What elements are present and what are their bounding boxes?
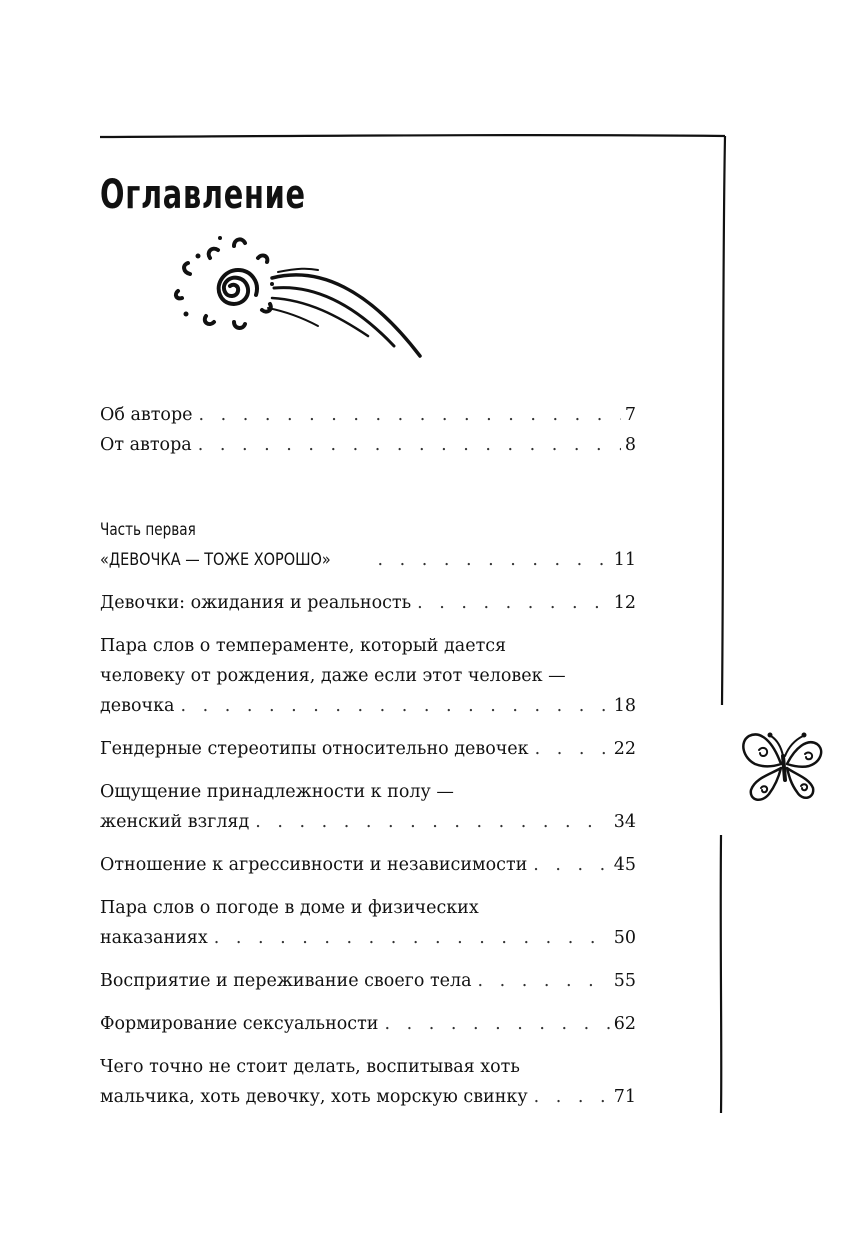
toc-page-number: 55 <box>613 971 636 991</box>
toc-entry-label: От автора <box>100 435 192 455</box>
toc-page-number: 45 <box>613 855 636 875</box>
toc-entry[interactable] <box>100 1009 636 1039</box>
toc-entry[interactable] <box>100 966 636 996</box>
toc-entry-label: Девочки: ожидания и реальность <box>100 593 412 613</box>
toc-page-number: 11 <box>613 550 636 570</box>
dot-leader <box>384 1009 609 1039</box>
toc-entry-label: Чего точно не стоит делать, воспитывая хоть <box>100 1057 520 1077</box>
toc-entry-label: человеку от рождения, даже если этот человек — <box>100 666 566 686</box>
toc-entry-label: Пара слов о погоде в доме и физических <box>100 898 479 918</box>
toc-entry-label: Формирование сексуальности <box>100 1014 379 1034</box>
toc-entry[interactable] <box>100 893 636 953</box>
dot-leader <box>255 807 609 837</box>
toc-page-number: 18 <box>613 696 636 716</box>
page-title: Оглавление <box>100 172 306 218</box>
toc-page-number: 12 <box>613 593 636 613</box>
toc-entry-label: девочка <box>100 696 175 716</box>
part-title: «ДЕВОЧКА — ТОЖЕ ХОРОШО» <box>100 550 331 570</box>
dot-leader <box>417 588 610 618</box>
toc-entry-label: Гендерные стереотипы относительно девочек <box>100 739 529 759</box>
toc-entry-label: женский взгляд <box>100 812 250 832</box>
toc-page-number: 71 <box>613 1087 636 1107</box>
toc-entry-label: наказаниях <box>100 928 208 948</box>
toc-entry-about-author[interactable] <box>100 400 636 430</box>
dot-leader <box>180 691 609 721</box>
toc-entry-label: мальчика, хоть девочку, хоть морскую свинку <box>100 1087 528 1107</box>
toc-entry[interactable] <box>100 850 636 880</box>
dot-leader <box>533 850 609 880</box>
butterfly-doodle-icon <box>733 722 833 812</box>
toc-entry[interactable] <box>100 777 636 837</box>
toc-entry-label: Ощущение принадлежности к полу — <box>100 782 454 802</box>
part-label-line <box>100 515 636 545</box>
toc-page-number: 50 <box>613 928 636 948</box>
toc-entry[interactable] <box>100 1052 636 1112</box>
part-label: Часть первая <box>100 520 196 540</box>
dot-leader <box>377 545 609 575</box>
toc-page-number: 34 <box>613 812 636 832</box>
toc-entry-part-title[interactable] <box>100 545 636 575</box>
dot-leader <box>214 923 610 953</box>
dot-leader <box>535 734 610 764</box>
toc-page-number: 7 <box>624 405 636 425</box>
dot-leader <box>199 400 621 430</box>
toc-entry-from-author[interactable] <box>100 430 636 460</box>
toc-entry-label: Восприятие и переживание своего тела <box>100 971 472 991</box>
toc-page-number: 62 <box>613 1014 636 1034</box>
dot-leader <box>198 430 621 460</box>
toc-entry-label: Об авторе <box>100 405 193 425</box>
toc-entry[interactable] <box>100 588 636 618</box>
table-of-contents <box>100 400 636 1125</box>
dot-leader <box>534 1082 610 1112</box>
toc-page-number: 22 <box>613 739 636 759</box>
dot-leader <box>478 966 610 996</box>
toc-entry[interactable] <box>100 631 636 721</box>
toc-entry[interactable] <box>100 734 636 764</box>
toc-entry-label: Пара слов о темпераменте, который дается <box>100 636 507 656</box>
toc-page-number: 8 <box>624 435 636 455</box>
toc-entry-label: Отношение к агрессивности и независимости <box>100 855 528 875</box>
sun-comet-doodle-icon <box>168 228 428 368</box>
